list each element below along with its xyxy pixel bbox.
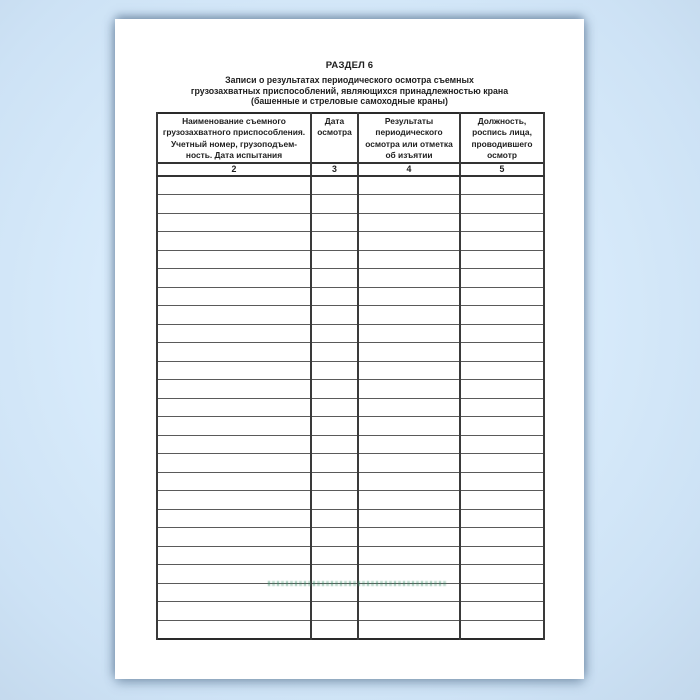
empty-cell	[311, 454, 358, 473]
table-row	[157, 176, 544, 195]
empty-cell	[460, 213, 544, 232]
table-row	[157, 546, 544, 565]
empty-cell	[157, 380, 311, 399]
empty-cell	[460, 195, 544, 214]
empty-cell	[358, 287, 460, 306]
empty-cell	[460, 602, 544, 621]
table-row	[157, 306, 544, 325]
empty-cell	[460, 398, 544, 417]
empty-cell	[157, 269, 311, 288]
empty-cell	[311, 620, 358, 639]
empty-cell	[460, 583, 544, 602]
table-row	[157, 324, 544, 343]
column-header-inspection-results: Результаты периодического осмотра или отметка об изъятии	[358, 113, 460, 163]
table-row	[157, 602, 544, 621]
empty-cell	[157, 398, 311, 417]
empty-cell	[358, 491, 460, 510]
empty-cell	[311, 232, 358, 251]
empty-cell	[311, 306, 358, 325]
empty-cell	[460, 417, 544, 436]
empty-cell	[157, 324, 311, 343]
document-page	[115, 19, 584, 679]
empty-cell	[311, 213, 358, 232]
empty-cell	[311, 417, 358, 436]
column-number: 4	[358, 163, 460, 176]
empty-cell	[157, 361, 311, 380]
empty-cell	[358, 269, 460, 288]
subtitle-line-2: грузозахватных приспособлений, являющихся принадлежностью крана	[190, 85, 509, 96]
column-header-inspection-date: Дата осмотра	[311, 113, 358, 163]
table-row	[157, 491, 544, 510]
column-number-row	[157, 163, 544, 176]
table-row	[157, 528, 544, 547]
empty-cell	[157, 509, 311, 528]
empty-cell	[157, 343, 311, 362]
empty-cell	[460, 620, 544, 639]
empty-cell	[460, 491, 544, 510]
empty-cell	[460, 454, 544, 473]
table-row	[157, 435, 544, 454]
empty-cell	[358, 195, 460, 214]
empty-cell	[311, 269, 358, 288]
empty-cell	[358, 361, 460, 380]
empty-cell	[157, 176, 311, 195]
empty-cell	[358, 398, 460, 417]
empty-cell	[460, 528, 544, 547]
empty-cell	[358, 472, 460, 491]
empty-cell	[358, 528, 460, 547]
table-row	[157, 287, 544, 306]
empty-cell	[311, 195, 358, 214]
empty-cell	[311, 509, 358, 528]
empty-cell	[358, 435, 460, 454]
empty-cell	[358, 250, 460, 269]
empty-cell	[358, 176, 460, 195]
empty-cell	[311, 343, 358, 362]
empty-cell	[157, 287, 311, 306]
empty-cell	[460, 176, 544, 195]
table-row	[157, 269, 544, 288]
empty-cell	[157, 435, 311, 454]
column-header-device-name: Наименование съемного грузозахватного приспособления. Учетный номер, грузоподъем- ность. Дата испытания	[157, 113, 311, 163]
empty-cell	[311, 528, 358, 547]
empty-cell	[311, 435, 358, 454]
empty-cell	[311, 472, 358, 491]
empty-cell	[460, 380, 544, 399]
empty-cell	[311, 361, 358, 380]
empty-cell	[358, 417, 460, 436]
table-row	[157, 195, 544, 214]
table-row	[157, 472, 544, 491]
empty-cell	[358, 546, 460, 565]
empty-cell	[311, 491, 358, 510]
empty-cell	[358, 306, 460, 325]
empty-cell	[460, 250, 544, 269]
empty-cell	[311, 176, 358, 195]
empty-cell	[157, 232, 311, 251]
empty-cell	[311, 250, 358, 269]
empty-cell	[358, 380, 460, 399]
empty-cell	[311, 324, 358, 343]
empty-cell	[157, 454, 311, 473]
subtitle-line-1: Записи о результатах периодического осмотра съемных	[225, 75, 474, 85]
empty-cell	[157, 546, 311, 565]
title-block	[125, 60, 574, 107]
column-number: 5	[460, 163, 544, 176]
empty-cell	[460, 269, 544, 288]
empty-cell	[157, 195, 311, 214]
empty-cell	[358, 324, 460, 343]
table-row	[157, 213, 544, 232]
empty-cell	[460, 546, 544, 565]
empty-cell	[460, 509, 544, 528]
table-row	[157, 398, 544, 417]
empty-cell	[311, 380, 358, 399]
table-row	[157, 361, 544, 380]
empty-cell	[358, 509, 460, 528]
column-header-position-signature: Должность, роспись лица, проводившего осмотр	[460, 113, 544, 163]
table-row	[157, 454, 544, 473]
empty-cell	[460, 324, 544, 343]
empty-cell	[311, 398, 358, 417]
empty-cell	[358, 232, 460, 251]
section-title: РАЗДЕЛ 6	[325, 60, 374, 71]
table-row	[157, 620, 544, 639]
empty-cell	[157, 213, 311, 232]
table-row	[157, 417, 544, 436]
empty-cell	[157, 491, 311, 510]
empty-cell	[358, 454, 460, 473]
empty-cell	[157, 250, 311, 269]
empty-cell	[460, 343, 544, 362]
empty-cell	[311, 602, 358, 621]
subtitle-line-3: (башенные и стреловые самоходные краны)	[251, 96, 448, 107]
header-row	[157, 113, 544, 163]
empty-cell	[157, 417, 311, 436]
empty-cell	[311, 546, 358, 565]
empty-cell	[460, 232, 544, 251]
empty-cell	[460, 472, 544, 491]
table-row	[157, 232, 544, 251]
empty-cell	[358, 620, 460, 639]
empty-cell	[157, 306, 311, 325]
empty-cell	[157, 602, 311, 621]
empty-cell	[460, 287, 544, 306]
table-row	[157, 343, 544, 362]
empty-cell	[358, 602, 460, 621]
column-number: 2	[157, 163, 311, 176]
inspection-records-table	[156, 112, 545, 640]
table-row	[157, 380, 544, 399]
empty-cell	[460, 565, 544, 584]
empty-cell	[358, 343, 460, 362]
column-number: 3	[311, 163, 358, 176]
empty-cell	[358, 213, 460, 232]
empty-cell	[157, 472, 311, 491]
table-row	[157, 509, 544, 528]
watermark	[268, 581, 448, 586]
empty-cell	[157, 620, 311, 639]
empty-cell	[460, 306, 544, 325]
empty-cell	[157, 528, 311, 547]
table-body	[157, 176, 544, 639]
empty-cell	[311, 287, 358, 306]
empty-cell	[460, 435, 544, 454]
table-row	[157, 250, 544, 269]
empty-cell	[460, 361, 544, 380]
